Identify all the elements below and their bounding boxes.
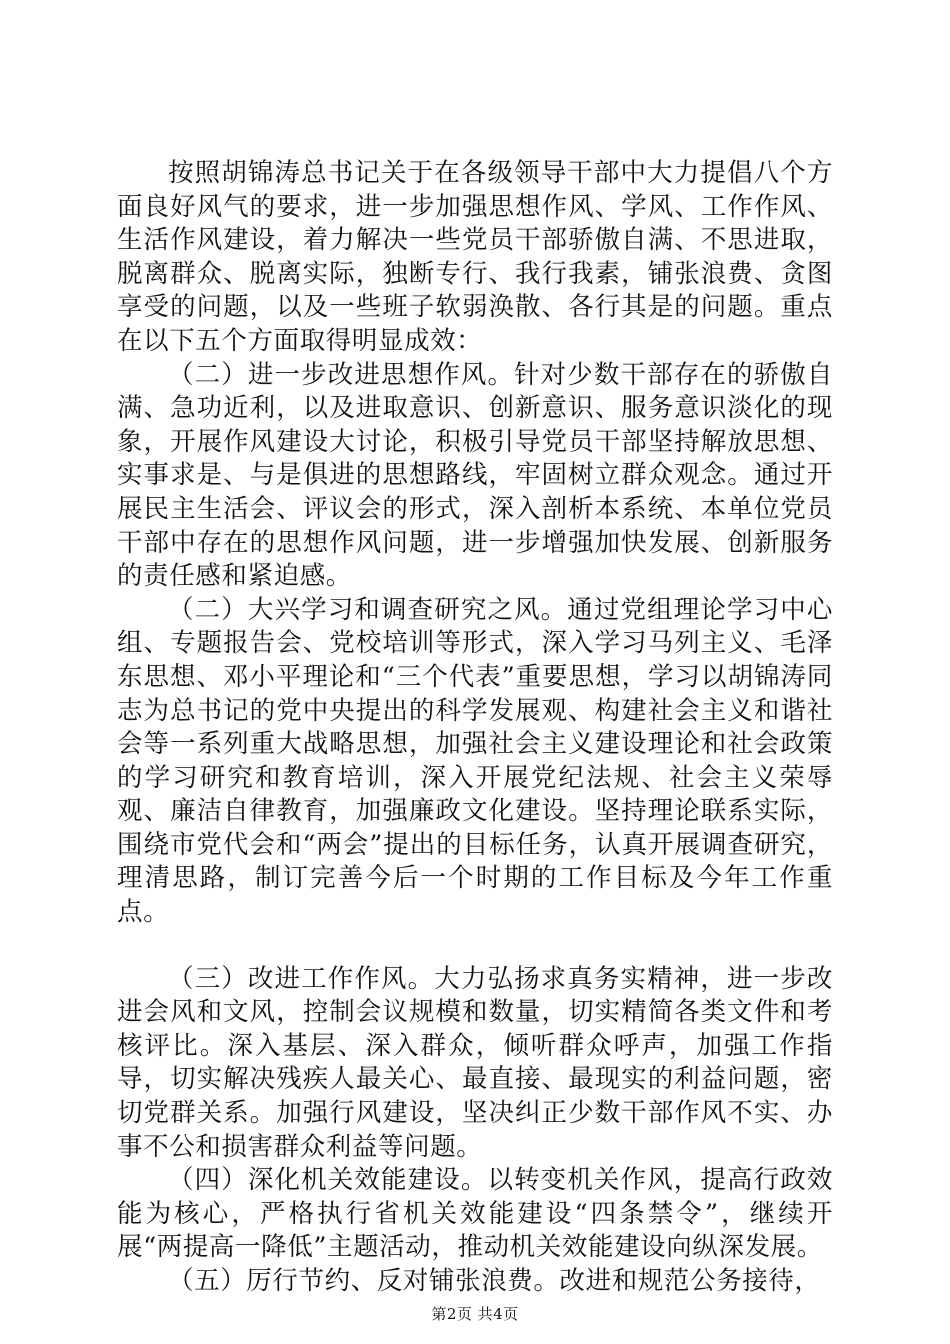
paragraph-work-style: （三）改进工作作风。大力弘扬求真务实精神，进一步改进会风和文风，控制会议规模和数量，切实精简各类文件和考核评比。深入基层、深入群众，倾听群众呼声，加强工作指导，切实解决残疾人最关心、最直接、最现实的利益问题，密切党群关系。加强行风建设，坚决纠正少数干部作风不实、办事不公和损害群众利益等问题。 xyxy=(117,963,833,1162)
page-footer: 第2页 共4页 xyxy=(431,1305,519,1323)
paragraph-intro: 按照胡锦涛总书记关于在各级领导干部中大力提倡八个方面良好风气的要求，进一步加强思想作风、学风、工作作风、生活作风建设，着力解决一些党员干部骄傲自满、不思进取，脱离群众、脱离实际，独断专行、我行我素，铺张浪费、贪图享受的问题，以及一些班子软弱涣散、各行其是的问题。重点在以下五个方面取得明显成效： xyxy=(117,158,833,356)
document-body xyxy=(117,157,833,1299)
paragraph-spacer xyxy=(117,930,833,963)
paragraph-frugality: （五）厉行节约、反对铺张浪费。改进和规范公务接待， xyxy=(168,1266,821,1296)
paragraph-thinking-style: （二）进一步改进思想作风。针对少数干部存在的骄傲自满、急功近利，以及进取意识、创新意识、服务意识淡化的现象，开展作风建设大讨论，积极引导党员干部坚持解放思想、实事求是、与是俱进的思想路线，牢固树立群众观念。通过开展民主生活会、评议会的形式，深入剖析本系统、本单位党员干部中存在的思想作风问题，进一步增强加快发展、创新服务的责任感和紧迫感。 xyxy=(117,359,833,592)
paragraph-study-research: （二）大兴学习和调查研究之风。通过党组理论学习中心组、专题报告会、党校培训等形式，深入学习马列主义、毛泽东思想、邓小平理论和“三个代表”重要思想，学习以胡锦涛同志为总书记的党中央提出的科学发展观、构建社会主义和谐社会等一系列重大战略思想，加强社会主义建设理论和社会政策的学习研究和教育培训，深入开展党纪法规、社会主义荣辱观、廉洁自律教育，加强廉政文化建设。坚持理论联系实际，围绕市党代会和“两会”提出的目标任务，认真开展调查研究，理清思路，制订完善今后一个时期的工作目标及今年工作重点。 xyxy=(117,594,833,928)
paragraph-efficiency: （四）深化机关效能建设。以转变机关作风，提高行政效能为核心，严格执行省机关效能建设“四条禁令”，继续开展“两提高一降低”主题活动，推动机关效能建设向纵深发展。 xyxy=(117,1165,833,1263)
